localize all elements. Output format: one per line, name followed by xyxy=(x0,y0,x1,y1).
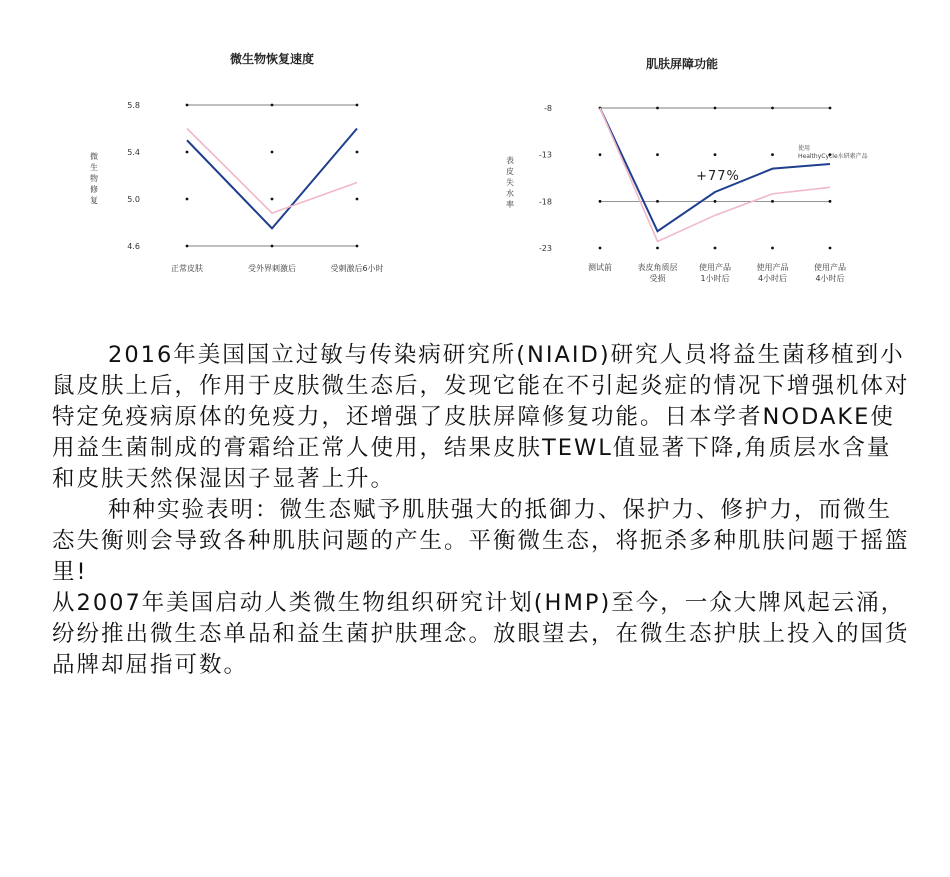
article-paragraph-1: 2016年美国国立过敏与传染病研究所(NIAID)研究人员将益生菌移植到小鼠皮肤上后，作用于皮肤微生态后，发现它能在不引起炎症的情况下增强机体对特定免疫病原体的免疫力，还增强了皮肤屏障修复功能。日本学者NODAKE使用益生菌制成的膏霜给正常人使用，结果皮肤TEWL值显著下降,角质层水含量和皮肤天然保湿因子显著上升。 xyxy=(52,342,910,492)
article-body xyxy=(52,340,912,681)
article-paragraph-2: 种种实验表明：微生态赋予肌肤强大的抵御力、保护力、修护力，而微生态失衡则会导致各种肌肤问题的产生。平衡微生态，将扼杀多种肌肤问题于摇篮里! xyxy=(52,497,910,585)
y-tick-label: 5.0 xyxy=(127,195,140,204)
grid-dot xyxy=(186,104,189,107)
y-tick-label: 5.4 xyxy=(127,148,140,157)
grid-dot xyxy=(771,200,774,203)
grid-dot xyxy=(656,247,659,250)
chart-microbe-recovery-svg xyxy=(80,0,410,300)
grid-dot xyxy=(599,247,602,250)
y-tick-label: 4.6 xyxy=(127,242,140,251)
y-tick-label: -18 xyxy=(538,197,552,207)
grid-dot xyxy=(356,245,359,248)
improvement-annotation: +77% xyxy=(696,169,740,184)
y-tick-label: -13 xyxy=(538,150,552,160)
grid-dot xyxy=(186,245,189,248)
x-tick-label: 受外界刺激后 xyxy=(248,264,296,273)
x-tick-label: 正常皮肤 xyxy=(171,264,203,273)
grid-dot xyxy=(356,198,359,201)
x-tick-label: 1小时后 xyxy=(700,274,730,283)
y-axis-label-char: 率 xyxy=(506,200,514,209)
grid-dot xyxy=(771,153,774,156)
grid-dot xyxy=(356,151,359,154)
x-tick-label: 测试前 xyxy=(588,263,612,272)
grid-dot xyxy=(599,200,602,203)
y-axis-label-char: 生 xyxy=(90,163,98,172)
grid-dot xyxy=(656,153,659,156)
grid-dot xyxy=(829,247,832,250)
grid-dot xyxy=(271,151,274,154)
x-tick-label: 受刺激后6小时 xyxy=(330,264,384,273)
chart-microbe-recovery xyxy=(80,0,410,300)
y-tick-label: 5.8 xyxy=(127,101,140,110)
grid-dot xyxy=(829,107,832,110)
y-axis-label-char: 修 xyxy=(90,185,98,194)
y-axis-label-char: 复 xyxy=(90,196,98,205)
chart-skin-barrier xyxy=(500,0,880,300)
grid-dot xyxy=(186,198,189,201)
grid-dot xyxy=(656,107,659,110)
x-tick-label: 使用产品 xyxy=(756,263,789,272)
y-axis-label-char: 微 xyxy=(90,152,98,161)
chart-title: 肌肤屏障功能 xyxy=(645,57,719,71)
chart-skin-barrier-svg xyxy=(500,0,880,300)
grid-dot xyxy=(356,104,359,107)
grid-dot xyxy=(186,151,189,154)
legend-note: HealthyCycle水研素产品 xyxy=(798,153,868,160)
y-axis-label-char: 皮 xyxy=(506,167,514,176)
chart-title: 微生物恢复速度 xyxy=(229,52,315,66)
series-line-2 xyxy=(187,129,357,214)
article-paragraph-3: 从2007年美国启动人类微生物组织研究计划(HMP)至今，一众大牌风起云涌，纷纷推出微生态单品和益生菌护肤理念。放眼望去，在微生态护肤上投入的国货品牌却屈指可数。 xyxy=(52,590,910,678)
grid-dot xyxy=(271,245,274,248)
legend-note: 使用 xyxy=(798,145,811,152)
y-axis-label-char: 失 xyxy=(506,178,514,187)
grid-dot xyxy=(771,247,774,250)
grid-dot xyxy=(829,200,832,203)
grid-dot xyxy=(714,247,717,250)
x-tick-label: 表皮角质层 xyxy=(637,263,678,272)
x-tick-label: 4小时后 xyxy=(815,274,845,283)
grid-dot xyxy=(271,104,274,107)
x-tick-label: 使用产品 xyxy=(814,263,846,272)
y-axis-label-char: 表 xyxy=(506,156,514,165)
y-tick-label: -8 xyxy=(544,104,552,113)
x-tick-label: 4小时后 xyxy=(757,274,788,283)
grid-dot xyxy=(271,198,274,201)
grid-dot xyxy=(714,200,717,203)
y-axis-label-char: 水 xyxy=(506,189,514,198)
x-tick-label: 使用产品 xyxy=(699,263,731,272)
grid-dot xyxy=(656,200,659,203)
y-tick-label: -23 xyxy=(538,244,552,253)
grid-dot xyxy=(599,153,602,156)
grid-dot xyxy=(771,107,774,110)
y-axis-label-char: 物 xyxy=(90,174,98,183)
grid-dot xyxy=(714,153,717,156)
x-tick-label: 受损 xyxy=(649,274,666,283)
grid-dot xyxy=(714,107,717,110)
